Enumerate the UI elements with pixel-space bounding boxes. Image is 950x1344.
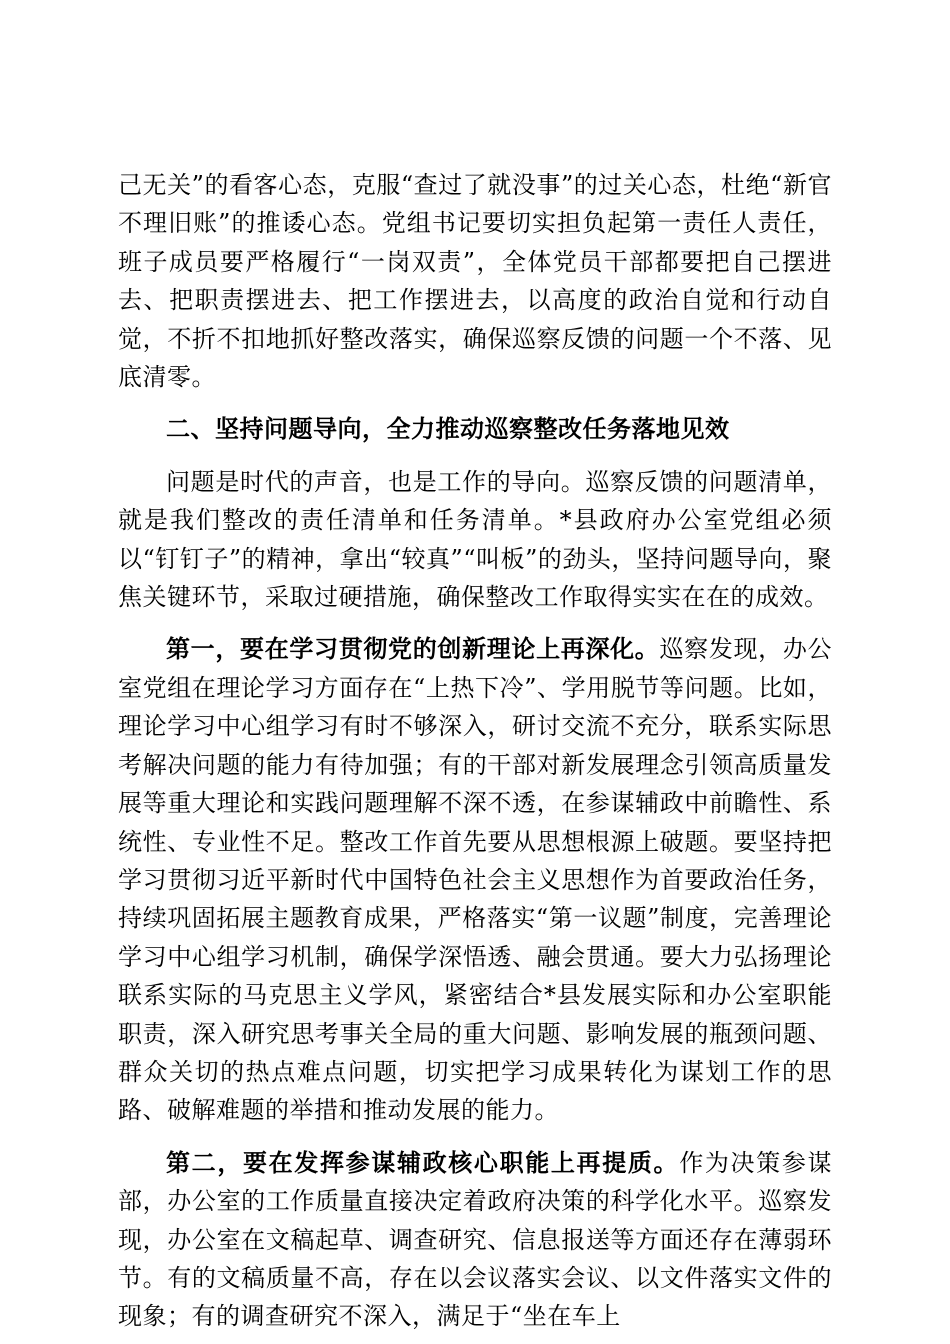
paragraph-text: 己无关”的看客心态，克服“查过了就没事”的过关心态，杜绝“新官不理旧账”的推诿心态。党组书记要切实担负起第一责任人责任，班子成员要严格履行“一岗双责”，全体党员干部都要把自己摆进去、把职责摆进去、把工作摆进去，以高度的政治自觉和行动自觉，不折不扣地抓好整改落实，确保巡察反馈的问题一个不落、见底清零。 — [118, 171, 832, 392]
paragraph-point-one — [118, 630, 832, 1129]
document-body — [118, 166, 832, 1336]
paragraph-spacer — [118, 449, 832, 463]
paragraph-continuation — [118, 166, 832, 396]
paragraph-text: 巡察发现，办公室党组在理论学习方面存在“上热下冷”、学用脱节等问题。比如，理论学习中心组学习有时不够深入，研讨交流不充分，联系实际思考解决问题的能力有待加强；有的干部对新发展理念引领高质量发展等重大理论和实践问题理解不深不透，在参谋辅政中前瞻性、系统性、专业性不足。整改工作首先要从思想根源上破题。要坚持把学习贯彻习近平新时代中国特色社会主义思想作为首要政治任务，持续巩固拓展主题教育成果，严格落实“第一议题”制度，完善理论学习中心组学习机制，确保学深悟透、融会贯通。要大力弘扬理论联系实际的马克思主义学风，紧密结合*县发展实际和办公室职能职责，深入研究思考事关全局的重大问题、影响发展的瓶颈问题、群众关切的热点难点问题，切实把学习成果转化为谋划工作的思路、破解难题的举措和推动发展的能力。 — [118, 635, 833, 1125]
paragraph-lead: 第二，要在发挥参谋辅政核心职能上再提质。 — [166, 1147, 680, 1177]
section-heading: 二、坚持问题导向，全力推动巡察整改任务落地见效 — [166, 414, 730, 444]
paragraph-spacer — [118, 1130, 832, 1144]
paragraph-point-two — [118, 1144, 832, 1336]
paragraph-text: 问题是时代的声音，也是工作的导向。巡察反馈的问题清单，就是我们整改的责任清单和任务清单。*县政府办公室党组必须以“钉钉子”的精神，拿出“较真”“叫板”的劲头，坚持问题导向，聚焦关键环节，采取过硬措施，确保整改工作取得实实在在的成效。 — [118, 467, 832, 612]
paragraph-spacer — [118, 616, 832, 630]
paragraph-intro — [118, 463, 832, 617]
paragraph-text: 作为决策参谋部，办公室的工作质量直接决定着政府决策的科学化水平。巡察发现，办公室在文稿起草、调查研究、信息报送等方面还存在薄弱环节。有的文稿质量不高，存在以会议落实会议、以文件落实文件的现象；有的调查研究不深入，满足于“坐在车上 — [118, 1148, 833, 1331]
paragraph-spacer — [118, 396, 832, 410]
paragraph-lead: 第一，要在学习贯彻党的创新理论上再深化。 — [166, 634, 660, 664]
